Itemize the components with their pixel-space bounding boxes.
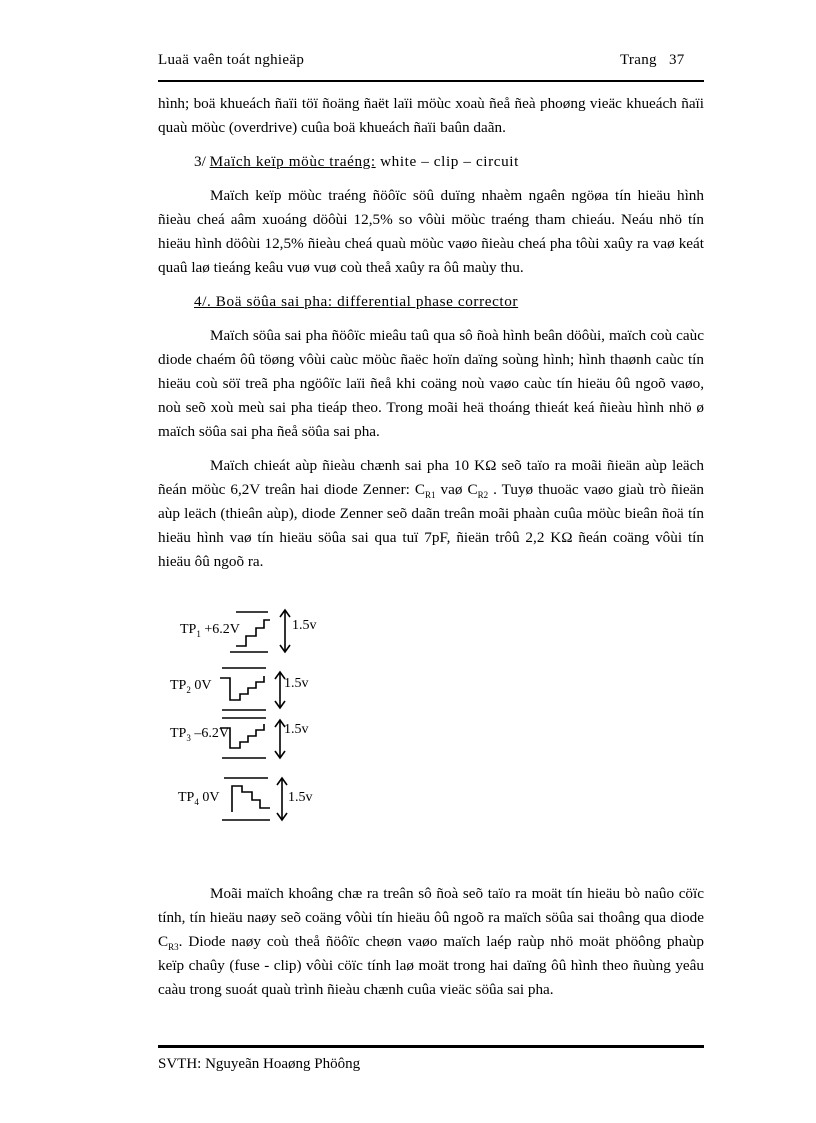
tp2-waveform [220, 676, 264, 700]
tp2-amplitude: 1.5v [284, 676, 309, 691]
paragraph-2: Maïch keïp möùc traéng ñöôïc söû duïng nhaèm ngaên ngöøa tín hieäu hình ñieàu cheá aâm xuoáng döôùi 12,5% so vôùi möùc traéng tham chieáu. Neáu nhö tín hieäu hình döôùi 12,5% ñieàu cheá quaù möùc vaøo ñieàu cheá pha tôùi xaûy ra vaø keát quaû laø tieáng keâu vuø vuø coù theå xaûy ra ôû maùy thu. [158, 187, 704, 276]
footer-rule [158, 1045, 704, 1048]
tp4-label: $TP_4$ 0V [178, 790, 220, 807]
paragraph-5-part-a: Moãi maïch khoâng chæ ra treân sô ñoà seõ taïo ra moät tín hieäu bò naûo cöïc tính, tín hieäu naøy seõ coäng vôùi tín hieäu ôû ngoõ ra maïch söûa sai thoâng qua diode C [158, 885, 704, 950]
section-4-title: 4/. Boä söûa sai pha: differential phase corrector [194, 293, 519, 310]
section-3-number: 3/ [194, 153, 210, 170]
section-3-heading [158, 150, 704, 174]
tp3-label: $TP_3$ –6.2V [170, 726, 229, 743]
subscript-r1: R1 [425, 490, 436, 501]
tp4-amplitude: 1.5v [288, 790, 313, 805]
tp4-waveform [232, 786, 270, 812]
body-text [158, 92, 704, 574]
lower-text [158, 882, 704, 1002]
tp1-amplitude: 1.5v [292, 618, 317, 633]
page-number: Trang 37 [620, 52, 685, 68]
paragraph-4-part-a: Maïch chieát aùp ñieàu chænh sai pha 10 KΩ seõ taïo ra moãi ñieän aùp leäch ñeán möùc 6,2V treân hai diode Zenner: C [158, 457, 704, 498]
subscript-r3: R3 [168, 942, 179, 953]
subscript-r2: R2 [477, 490, 489, 501]
paragraph-5-part-b: . Diode naøy coù theå ñöôïc cheøn vaøo maïch laép raùp nhö moät phöông phaùp keïp chaûy (fuse - clip) vôùi cöïc tính laø moät trong hai daïng ôû hình theo ñuùng yeâu caàu trong suoát quaù trình ñieàu chænh cuûa vieäc söûa sai pha. [158, 933, 704, 998]
section-3-title: Maïch keïp möùc traéng: [209, 153, 376, 170]
paragraph-3: Maïch söûa sai pha ñöôïc mieâu taû qua sô ñoà hình beân döôùi, maïch coù caùc diode chaém ôû töøng vôùi caùc möùc ñaëc hoïn daïng soùng hình; hình thaønh caùc tín hieäu coù söï treã pha ngöôïc laïi ñeå khi coäng noù vaøo caùc tín hieäu ôû ngoõ vaøo, noù seõ xoù meù sai pha tieáp theo. Trong moãi heä thoáng thieát keá ñieàu hình nhö ø maïch söûa sai pha ñeå söûa sai pha. [158, 327, 704, 440]
section-3-subtitle: white – clip – circuit [375, 153, 519, 170]
paragraph-4-part-c: . Tuyø thuoäc vaøo giaù trò ñieän aùp leäch (thieân aùp), diode Zenner seõ daãn treân moãi phaàn cuûa möùc bieân ñoä tín hieäu hình vaø tín hieäu söûa sai qua tuï 7pF, ñieän trôû 2,2 KΩ ñeán coäng vôùi tín hieäu ôû ngoõ ra. [158, 481, 704, 570]
paragraph-4-part-b: vaø C [435, 481, 478, 498]
footer-author: SVTH: Nguyeãn Hoaøng Phöông [158, 1056, 361, 1072]
tp1-label: $TP_1 +6.2V$ [180, 622, 240, 639]
header-title: Luaä vaên toát nghieäp [158, 52, 305, 68]
tp1-waveform [236, 620, 270, 646]
tp3-amplitude: 1.5v [284, 722, 309, 737]
paragraph-5 [158, 882, 704, 1002]
waveform-diagram [160, 600, 380, 830]
paragraph-4 [158, 454, 704, 574]
paragraph-1: hình; boä khueách ñaïi töï ñoäng ñaët laïi möùc xoaù ñeå ñeà phoøng vieäc khueách ñaïi quaù möùc (overdrive) cuûa boä khueách ñaïi baûn daãn. [158, 95, 704, 136]
header-rule [158, 80, 704, 82]
section-4-heading [158, 290, 704, 314]
tp2-label: $TP_2$ 0V [170, 678, 212, 695]
